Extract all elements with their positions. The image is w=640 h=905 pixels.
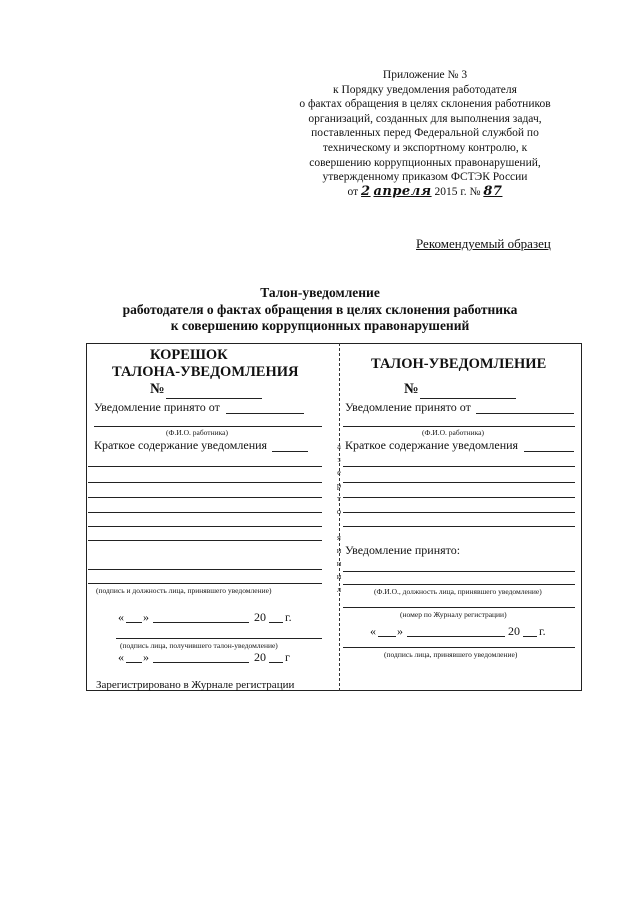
ticket-fio-field[interactable]	[343, 426, 575, 427]
stub-date1-year: 20	[254, 610, 266, 624]
ticket-signature-caption: (подпись лица, принявшего уведомление)	[384, 650, 518, 659]
stub-date1-year-field[interactable]	[269, 622, 283, 623]
header-line: утвержденному приказом ФСТЭК России	[322, 171, 528, 184]
ticket-summary-line[interactable]	[343, 497, 575, 498]
ticket-summary-field[interactable]	[524, 451, 574, 452]
date-year: 2015 г. №	[434, 185, 481, 198]
ticket-signature-field[interactable]	[343, 647, 575, 648]
stub-date2-year: 20	[254, 650, 266, 664]
ticket-date-month-field[interactable]	[407, 636, 505, 637]
date-day-handwritten: 2	[361, 183, 371, 199]
ticket-date-close: »	[397, 624, 403, 638]
header-line: Приложение № 3	[382, 69, 468, 81]
recommended-sample-label: Рекомендуемый образец	[416, 236, 551, 251]
stub-summary-line[interactable]	[88, 482, 322, 483]
stub-date1-suffix: г.	[285, 610, 292, 624]
date-month-handwritten: апреля	[373, 183, 432, 199]
order-number-handwritten: 87	[483, 183, 503, 199]
stub-signature-caption: (подпись и должность лица, принявшего уведомление)	[96, 586, 272, 595]
stub-registered-label: Зарегистрировано в Журнале регистрации	[96, 679, 295, 691]
cut-letter: я	[337, 532, 341, 542]
ticket-summary-line[interactable]	[343, 482, 575, 483]
ticket-date-open: «	[370, 624, 376, 638]
stub-received-from-label: Уведомление принято от	[94, 400, 220, 414]
stub-date1-day-field[interactable]	[126, 622, 142, 623]
stub-date1-month-field[interactable]	[153, 622, 249, 623]
ticket-summary-line[interactable]	[343, 526, 575, 527]
cut-gap	[331, 518, 347, 531]
cut-letter: о	[336, 506, 342, 516]
stub-receiver-signature-caption: (подпись лица, получившего талон-уведомление)	[120, 641, 278, 650]
cut-letter: и	[336, 571, 342, 581]
cut-letter: т	[337, 493, 341, 503]
stub-date1-open: «	[118, 610, 124, 624]
cut-letter: л	[336, 584, 342, 594]
stub-date2-suffix: г	[285, 650, 290, 664]
ticket-date-year: 20	[508, 624, 520, 638]
stub-receiver-signature-field[interactable]	[116, 638, 322, 639]
ticket-date-year-field[interactable]	[523, 636, 537, 637]
ticket-received-label: Уведомление принято:	[345, 543, 461, 557]
ticket-heading: ТАЛОН-УВЕДОМЛЕНИЕ	[371, 356, 547, 372]
cut-line-label	[331, 440, 347, 596]
ticket-summary-label: Краткое содержание уведомления	[345, 438, 519, 452]
stub-date2-open: «	[118, 650, 124, 664]
date-prefix: от	[347, 185, 359, 198]
ticket-journal-number-field[interactable]	[343, 607, 575, 608]
cut-letter: а	[337, 441, 341, 451]
stub-summary-line[interactable]	[88, 569, 322, 570]
appendix-header	[270, 68, 580, 199]
header-date-line	[270, 185, 580, 200]
header-line: организаций, созданных для выполнения задач,	[308, 112, 542, 125]
header-line: поставленных перед Федеральной службой по	[311, 127, 539, 140]
stub-date2-year-field[interactable]	[269, 662, 283, 663]
header-line: о фактах обращения в целях склонения работников	[299, 98, 551, 111]
stub-received-from-field[interactable]	[226, 413, 304, 414]
ticket-number-field[interactable]	[420, 398, 516, 399]
ticket-number-label: №	[404, 381, 419, 397]
stub-summary-line[interactable]	[88, 497, 322, 498]
ticket-summary-line[interactable]	[343, 466, 575, 467]
stub-summary-field[interactable]	[272, 451, 308, 452]
stub-date2-close: »	[143, 650, 149, 664]
stub-heading: ТАЛОНА-УВЕДОМЛЕНИЯ	[112, 364, 299, 380]
header-line: совершению коррупционных правонарушений,	[309, 156, 541, 169]
stub-summary-label: Краткое содержание уведомления	[94, 438, 268, 452]
ticket-received-line[interactable]	[343, 571, 575, 572]
stub-summary-line[interactable]	[88, 512, 322, 513]
stub-summary-line[interactable]	[88, 466, 322, 467]
document-title	[60, 285, 580, 335]
stub-fio-caption: (Ф.И.О. работника)	[166, 428, 228, 437]
ticket-date-day-field[interactable]	[378, 636, 396, 637]
stub-number-field[interactable]	[166, 398, 262, 399]
cut-letter: е	[337, 467, 341, 477]
header-line: техническому и экспортному контролю, к	[322, 141, 528, 154]
stub-signature-field[interactable]	[88, 583, 322, 584]
ticket-journal-caption: (номер по Журналу регистрации)	[400, 610, 507, 619]
ticket-received-from-field[interactable]	[476, 413, 574, 414]
stub-date2-month-field[interactable]	[153, 662, 249, 663]
cut-letter: н	[336, 558, 342, 568]
stub-heading: КОРЕШОК	[150, 347, 228, 363]
header-line: к Порядку уведомления работодателя	[333, 83, 517, 96]
cut-letter: и	[336, 545, 342, 555]
stub-number-label: №	[150, 381, 165, 397]
stub-fio-field[interactable]	[94, 426, 322, 427]
title-line: к совершению коррупционных правонарушений	[170, 318, 470, 333]
stub-summary-line[interactable]	[88, 526, 322, 527]
cut-letter: р	[336, 480, 342, 490]
ticket-fio-position-field[interactable]	[343, 584, 575, 585]
ticket-received-from-label: Уведомление принято от	[345, 400, 471, 414]
title-line: Талон-уведомление	[260, 285, 380, 300]
ticket-fio-caption: (Ф.И.О. работника)	[422, 428, 484, 437]
ticket-summary-line[interactable]	[343, 512, 575, 513]
title-line: работодателя о фактах обращения в целях склонения работника	[122, 301, 518, 317]
ticket-fio-position-caption: (Ф.И.О., должность лица, принявшего уведомление)	[374, 587, 542, 596]
ticket-date-suffix: г.	[539, 624, 546, 638]
stub-summary-line[interactable]	[88, 540, 322, 541]
cut-letter: з	[337, 454, 341, 464]
stub-date1-close: »	[143, 610, 149, 624]
stub-date2-day-field[interactable]	[126, 662, 142, 663]
